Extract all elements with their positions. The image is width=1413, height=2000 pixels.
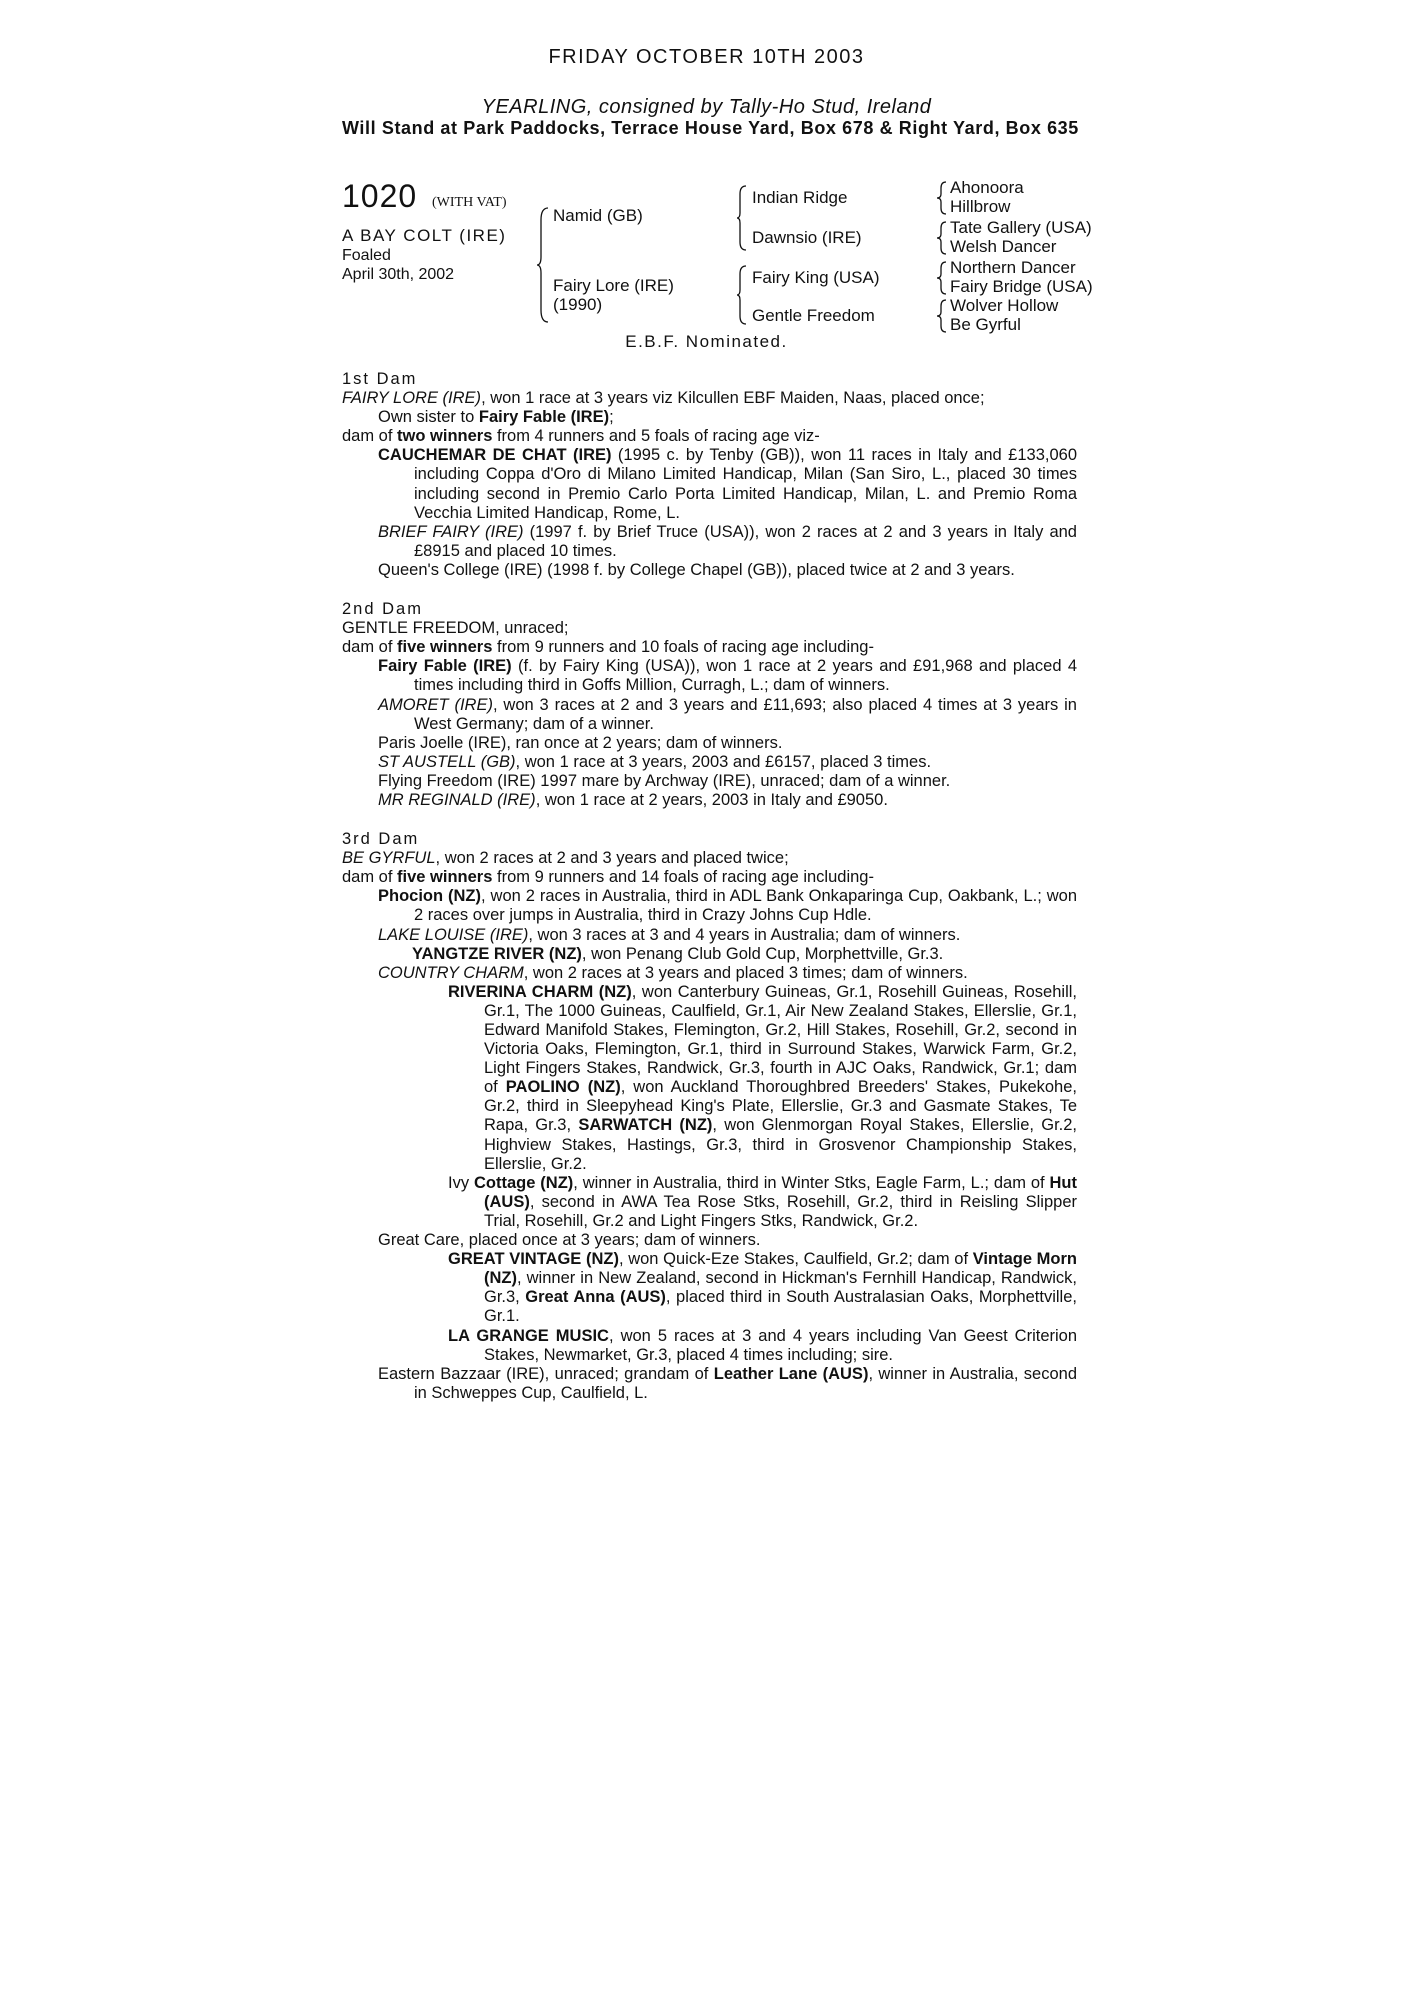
second-dam-intro: GENTLE FREEDOM, unraced; [342,619,569,638]
produce-item: Phocion (NZ), won 2 races in Australia, third in ADL Bank Onkaparinga Cup, Oakbank, L.; won 2 races over jumps in Australia, third in Crazy Johns Cup Hdle. [378,887,1077,925]
third-dam-summary: dam of five winners from 9 runners and 14 foals of racing age including- [342,868,874,887]
pedigree-brace-dam [736,264,748,326]
produce-item: MR REGINALD (IRE), won 1 race at 2 years, 2003 in Italy and £9050. [378,790,888,809]
second-dam-heading: 2nd Dam [342,600,423,619]
pedigree-g1: Ahonoora [950,178,1024,197]
ebf-nomination: E.B.F. Nominated. [625,332,788,351]
first-dam-section [342,370,1077,580]
produce-item: CAUCHEMAR DE CHAT (IRE) (1995 c. by Tenby (GB)), won 11 races in Italy and £133,060 including Coppa d'Oro di Milano Limited Handicap, Milan (San Siro, L., placed 30 times including second in Premio Carlo Porta Limited Handicap, Milan, L. and Premio Roma Vecchia Limited Handicap, Rome, L. [378,446,1077,522]
pedigree-brace-sire [736,184,748,252]
produce-item: RIVERINA CHARM (NZ), won Canterbury Guineas, Gr.1, Rosehill Guineas, Rosehill, Gr.1, The 1000 Guineas, Caulfield, Gr.1, Air New Zealand Stakes, Ellerslie, Gr.1, Edward Manifold Stakes, Flemington, Gr.2, Hill Stakes, Rosehill, Gr.2, second in Victoria Oaks, Flemington, Gr.1, third in Surround Stakes, Warwick Farm, Gr.2, Light Fingers Stakes, Randwick, Gr.3, fourth in AJC Oaks, Randwick, Gr.1; dam of PAOLINO (NZ), won Auckland Thoroughbred Breeders' Stakes, Pukekohe, Gr.2, third in Sleepyhead King's Plate, Ellerslie, Gr.3 and Gasmate Stakes, Te Rapa, Gr.3, SARWATCH (NZ), won Glenmorgan Royal Stakes, Ellerslie, Gr.2, Highview Stakes, Hastings, Gr.3, third in Grosvenor Championship Stakes, Ellerslie, Gr.2. [448,982,1078,1173]
pedigree-brace-g2 [936,220,948,256]
pedigree-g8: Be Gyrful [950,315,1021,334]
pedigree-sire-sire: Indian Ridge [752,188,848,207]
pedigree-dam-sire: Fairy King (USA) [752,268,880,287]
pedigree-sire-dam: Dawnsio (IRE) [752,228,862,247]
produce-item: Queen's College (IRE) (1998 f. by College Chapel (GB)), placed twice at 2 and 3 years. [378,560,1015,579]
pedigree-g4: Welsh Dancer [950,237,1057,256]
produce-item: Great Care, placed once at 3 years; dam of winners. [378,1231,761,1250]
foaled-label: Foaled [342,247,391,264]
pedigree-dam-name: Fairy Lore (IRE) [553,276,674,295]
pedigree-brace-g3 [936,260,948,296]
pedigree-g6: Fairy Bridge (USA) [950,277,1093,296]
produce-item: Eastern Bazzaar (IRE), unraced; grandam of Leather Lane (AUS), winner in Australia, second in Schweppes Cup, Caulfield, L. [378,1364,1078,1402]
produce-item: ST AUSTELL (GB), won 1 race at 3 years, 2003 and £6157, placed 3 times. [378,752,932,771]
produce-item: LA GRANGE MUSIC, won 5 races at 3 and 4 years including Van Geest Criterion Stakes, Newmarket, Gr.3, placed 4 times including; sire. [448,1326,1078,1364]
pedigree-g5: Northern Dancer [950,258,1076,277]
pedigree-g2: Hillbrow [950,197,1011,216]
produce-item: LAKE LOUISE (IRE), won 3 races at 3 and 4 years in Australia; dam of winners. [378,925,961,944]
pedigree-brace-g1 [936,180,948,216]
pedigree-sire: Namid (GB) [553,206,643,225]
pedigree-g7: Wolver Hollow [950,296,1059,315]
third-dam-section [342,830,1077,1403]
produce-item: GREAT VINTAGE (NZ), won Quick-Eze Stakes, Caulfield, Gr.2; dam of Vintage Morn (NZ), winner in New Zealand, second in Hickman's Fernhill Handicap, Randwick, Gr.3, Great Anna (AUS), placed third in South Australasian Oaks, Morphettville, Gr.1. [448,1250,1077,1326]
consignment-line: YEARLING, consigned by Tally-Ho Stud, Ireland [481,96,932,118]
produce-item: BRIEF FAIRY (IRE) (1997 f. by Brief Truce (USA)), won 2 races at 2 and 3 years in Italy and £8915 and placed 10 times. [378,522,1077,560]
pedigree-brace-main [536,206,550,324]
stabling-location: Will Stand at Park Paddocks, Terrace House Yard, Box 678 & Right Yard, Box 635 [342,118,1079,138]
pedigree-g3: Tate Gallery (USA) [950,218,1092,237]
pedigree-brace-g4 [936,298,948,334]
produce-item: Ivy Cottage (NZ), winner in Australia, third in Winter Stks, Eagle Farm, L.; dam of Hut (AUS), second in AWA Tea Rose Stks, Rosehill, Gr.2, third in Reisling Slipper Trial, Rosehill, Gr.2 and Light Fingers Stks, Randwick, Gr.2. [448,1173,1078,1230]
produce-item: COUNTRY CHARM, won 2 races at 3 years and placed 3 times; dam of winners. [378,963,968,982]
produce-notes [342,370,1077,1403]
produce-item: AMORET (IRE), won 3 races at 2 and 3 years and £11,693; also placed 4 times at 3 years in West Germany; dam of a winner. [378,695,1077,733]
third-dam-heading: 3rd Dam [342,830,420,849]
third-dam-intro: BE GYRFUL, won 2 races at 2 and 3 years and placed twice; [342,849,789,868]
pedigree-dam-year: (1990) [553,295,603,314]
second-dam-section [342,600,1077,810]
pedigree-dam [553,276,674,314]
pedigree-dam-dam: Gentle Freedom [752,306,875,325]
horse-name: A BAY COLT (IRE) [342,226,507,245]
foaled-date: April 30th, 2002 [342,266,455,283]
lot-number: 1020 [342,178,418,214]
second-dam-summary: dam of five winners from 9 runners and 10 foals of racing age including- [342,638,874,657]
produce-item: Flying Freedom (IRE) 1997 mare by Archway (IRE), unraced; dam of a winner. [378,771,951,790]
vat-note: (WITH VAT) [432,195,507,210]
produce-item: Fairy Fable (IRE) (f. by Fairy King (USA)), won 1 race at 2 years and £91,968 and placed 4 times including third in Goffs Million, Curragh, L.; dam of winners. [378,657,1077,695]
foaled-info [342,246,502,284]
first-dam-sister: Own sister to Fairy Fable (IRE); [378,408,614,427]
first-dam-intro: FAIRY LORE (IRE), won 1 race at 3 years viz Kilcullen EBF Maiden, Naas, placed once; [342,389,985,408]
sale-date: FRIDAY OCTOBER 10TH 2003 [548,46,865,68]
first-dam-summary: dam of two winners from 4 runners and 5 foals of racing age viz- [342,427,820,446]
first-dam-heading: 1st Dam [342,370,418,388]
produce-item: Paris Joelle (IRE), ran once at 2 years; dam of winners. [378,733,783,752]
produce-item: YANGTZE RIVER (NZ), won Penang Club Gold Cup, Morphettville, Gr.3. [412,944,944,963]
